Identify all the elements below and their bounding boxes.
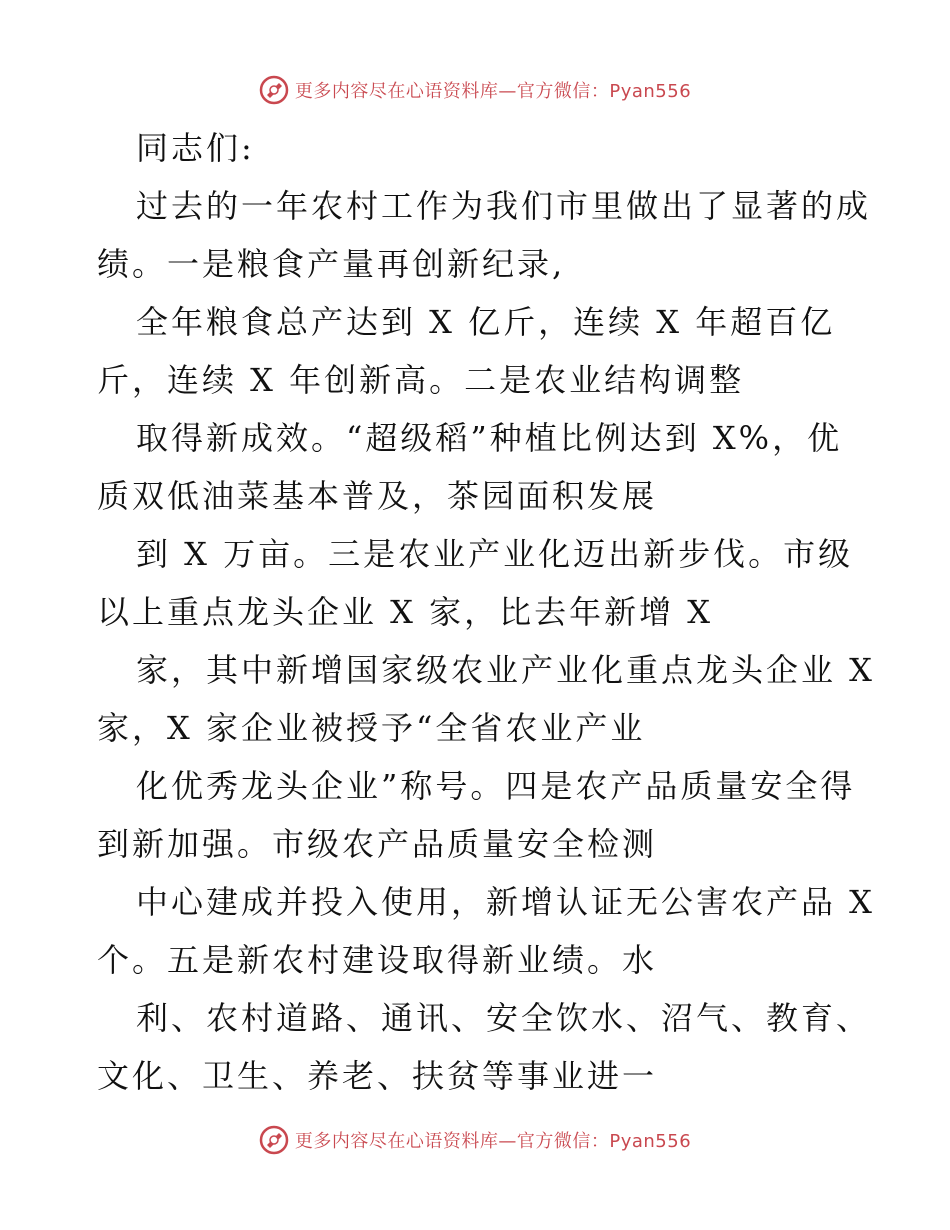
body-line: 家，其中新增国家级农业产业化重点龙头企业 X — [136, 651, 875, 689]
body-line: 到新加强。市级农产品质量安全检测 — [97, 825, 658, 863]
header-watermark — [0, 70, 950, 110]
seal-logo-icon — [259, 75, 289, 105]
body-line: 文化、卫生、养老、扶贫等事业进一 — [97, 1057, 658, 1095]
seal-logo-icon — [259, 1125, 289, 1155]
body-line: 取得新成效。“超级稻”种植比例达到 X%，优 — [136, 419, 843, 457]
body-line: 中心建成并投入使用，新增认证无公害农产品 X — [136, 883, 875, 921]
body-line: 过去的一年农村工作为我们市里做出了显著的成 — [136, 187, 872, 225]
watermark-text: 更多内容尽在心语资料库—官方微信：Pyan556 — [294, 81, 692, 102]
body-line: 利、农村道路、通讯、安全饮水、沼气、教育、 — [136, 999, 872, 1037]
body-line: 到 X 万亩。三是农业产业化迈出新步伐。市级 — [136, 535, 854, 573]
body-line: 家，X 家企业被授予“全省农业产业 — [97, 709, 646, 747]
body-line: 同志们: — [136, 129, 255, 167]
body-line: 全年粮食总产达到 X 亿斤，连续 X 年超百亿 — [136, 303, 836, 341]
body-line: 化优秀龙头企业”称号。四是农产品质量安全得 — [136, 767, 856, 805]
watermark-text: 更多内容尽在心语资料库—官方微信：Pyan556 — [294, 1131, 692, 1152]
body-line: 个。五是新农村建设取得新业绩。水 — [97, 941, 658, 979]
body-line: 质双低油菜基本普及，茶园面积发展 — [97, 477, 658, 515]
body-line: 斤，连续 X 年创新高。二是农业结构调整 — [97, 361, 745, 399]
body-line: 绩。一是粮食产量再创新纪录, — [97, 245, 566, 283]
body-line: 以上重点龙头企业 X 家，比去年新增 X — [97, 593, 714, 631]
footer-watermark — [0, 1120, 950, 1160]
